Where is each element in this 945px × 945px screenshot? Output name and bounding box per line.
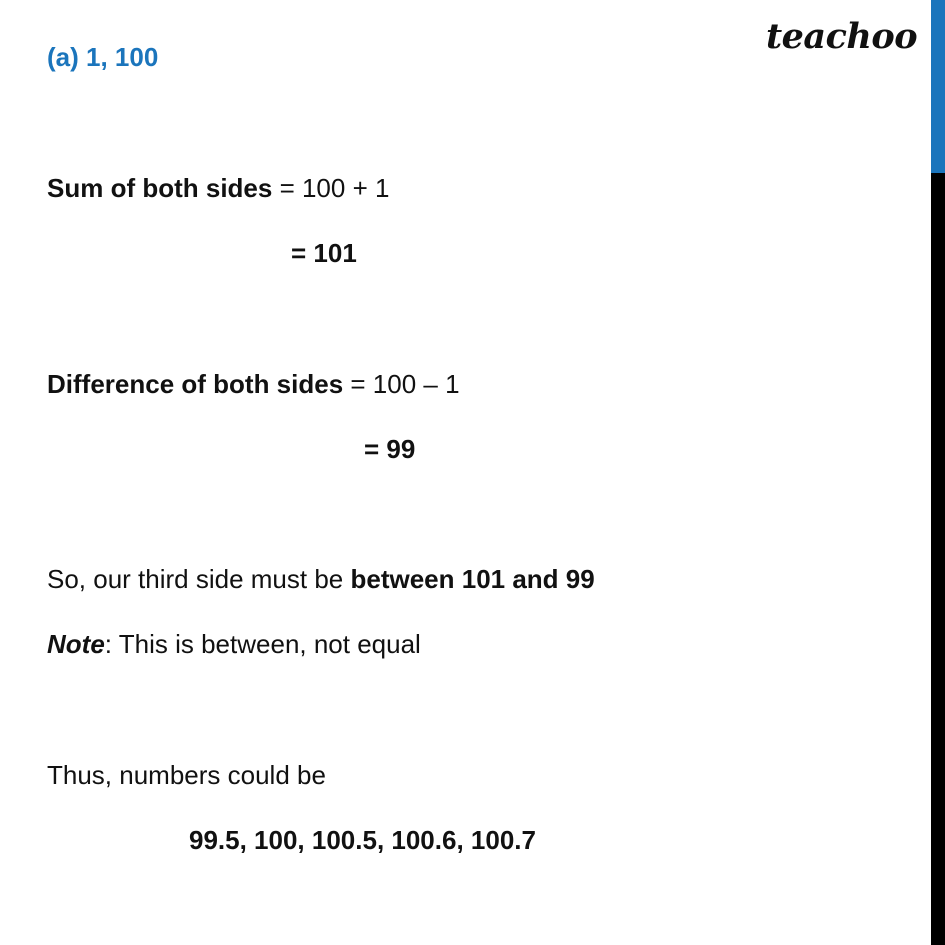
teachoo-logo: teachoo [766, 16, 918, 57]
sum-expression: = 100 + 1 [272, 173, 390, 203]
difference-result: = 99 [364, 434, 416, 464]
sum-label: Sum of both sides [47, 173, 273, 203]
note-label: Note [47, 629, 105, 659]
difference-expression: = 100 – 1 [343, 369, 460, 399]
note-line [47, 628, 421, 660]
difference-line [47, 368, 460, 400]
difference-label: Difference of both sides [47, 369, 344, 399]
question-heading: (a) 1, 100 [47, 42, 159, 72]
conclusion-range: between 101 and 99 [350, 564, 595, 594]
conclusion-text: So, our third side must be [47, 564, 351, 594]
sum-result: = 101 [291, 238, 357, 268]
thus-text: Thus, numbers could be [47, 760, 326, 790]
possible-values: 99.5, 100, 100.5, 100.6, 100.7 [189, 825, 536, 855]
vertical-scrollbar[interactable] [931, 0, 945, 945]
conclusion-line [47, 563, 595, 595]
sum-line [47, 172, 389, 204]
note-text: : This is between, not equal [104, 629, 421, 659]
scrollbar-thumb[interactable] [931, 0, 945, 173]
